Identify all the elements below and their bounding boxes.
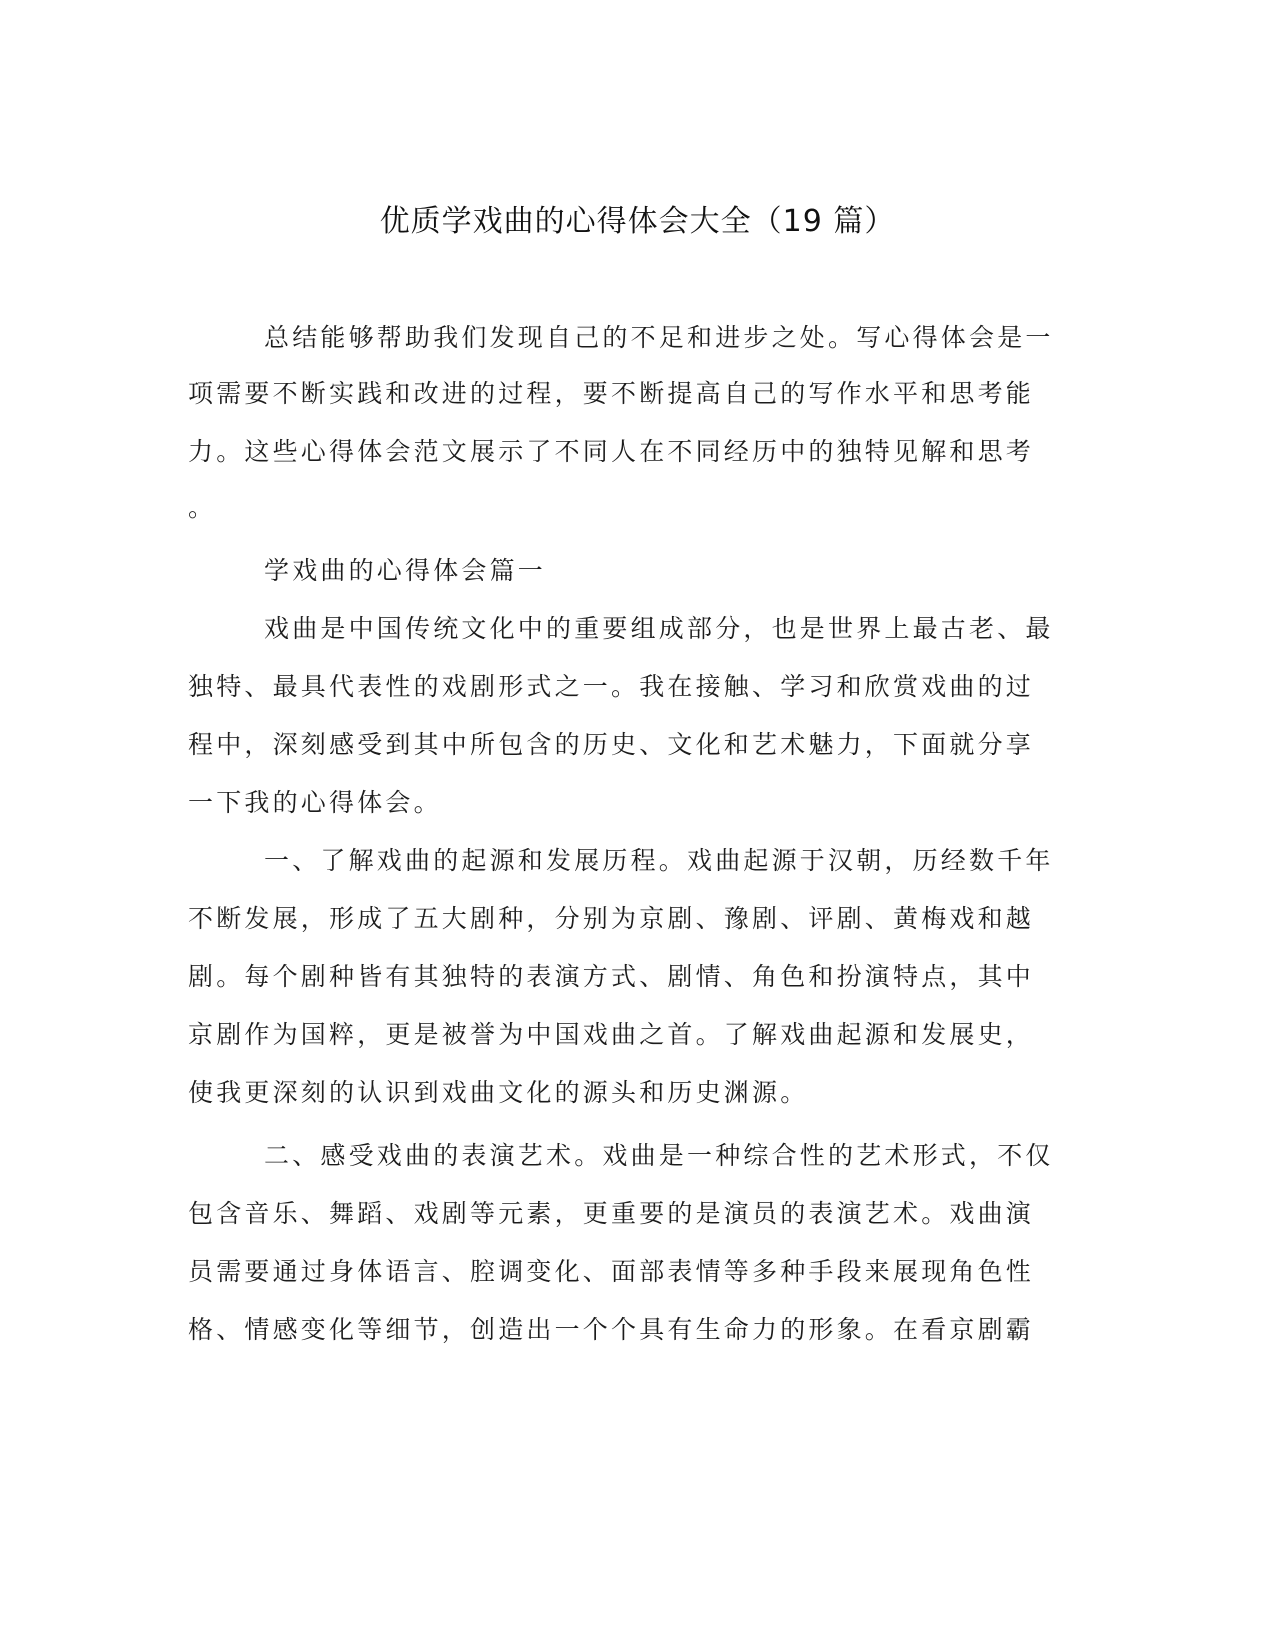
body-line: 戏曲是中国传统文化中的重要组成部分，也是世界上最古老、最 bbox=[264, 614, 1054, 643]
body-line: 格、情感变化等细节，创造出一个个具有生命力的形象。在看京剧霸 bbox=[188, 1315, 1035, 1344]
body-line: 使我更深刻的认识到戏曲文化的源头和历史渊源。 bbox=[188, 1078, 809, 1107]
body-line: 力。这些心得体会范文展示了不同人在不同经历中的独特见解和思考 bbox=[188, 437, 1035, 466]
document-title: 优质学戏曲的心得体会大全（19 篇） bbox=[379, 204, 896, 239]
body-line: 程中，深刻感受到其中所包含的历史、文化和艺术魅力，下面就分享 bbox=[188, 730, 1035, 759]
body-line: 不断发展，形成了五大剧种，分别为京剧、豫剧、评剧、黄梅戏和越 bbox=[188, 904, 1035, 933]
section-heading: 学戏曲的心得体会篇一 bbox=[264, 556, 547, 585]
body-line: 员需要通过身体语言、腔调变化、面部表情等多种手段来展现角色性 bbox=[188, 1257, 1035, 1286]
body-line: 项需要不断实践和改进的过程，要不断提高自己的写作水平和思考能 bbox=[188, 379, 1035, 408]
body-line: 一、了解戏曲的起源和发展历程。戏曲起源于汉朝，历经数千年 bbox=[264, 846, 1054, 875]
body-line: 。 bbox=[188, 493, 217, 522]
body-line: 二、感受戏曲的表演艺术。戏曲是一种综合性的艺术形式，不仅 bbox=[264, 1141, 1054, 1170]
body-line: 独特、最具代表性的戏剧形式之一。我在接触、学习和欣赏戏曲的过 bbox=[188, 672, 1035, 701]
body-line: 一下我的心得体会。 bbox=[188, 788, 442, 817]
body-line: 总结能够帮助我们发现自己的不足和进步之处。写心得体会是一 bbox=[264, 323, 1054, 352]
body-line: 剧。每个剧种皆有其独特的表演方式、剧情、角色和扮演特点，其中 bbox=[188, 962, 1035, 991]
body-line: 包含音乐、舞蹈、戏剧等元素，更重要的是演员的表演艺术。戏曲演 bbox=[188, 1199, 1035, 1228]
body-line: 京剧作为国粹，更是被誉为中国戏曲之首。了解戏曲起源和发展史， bbox=[188, 1020, 1035, 1049]
